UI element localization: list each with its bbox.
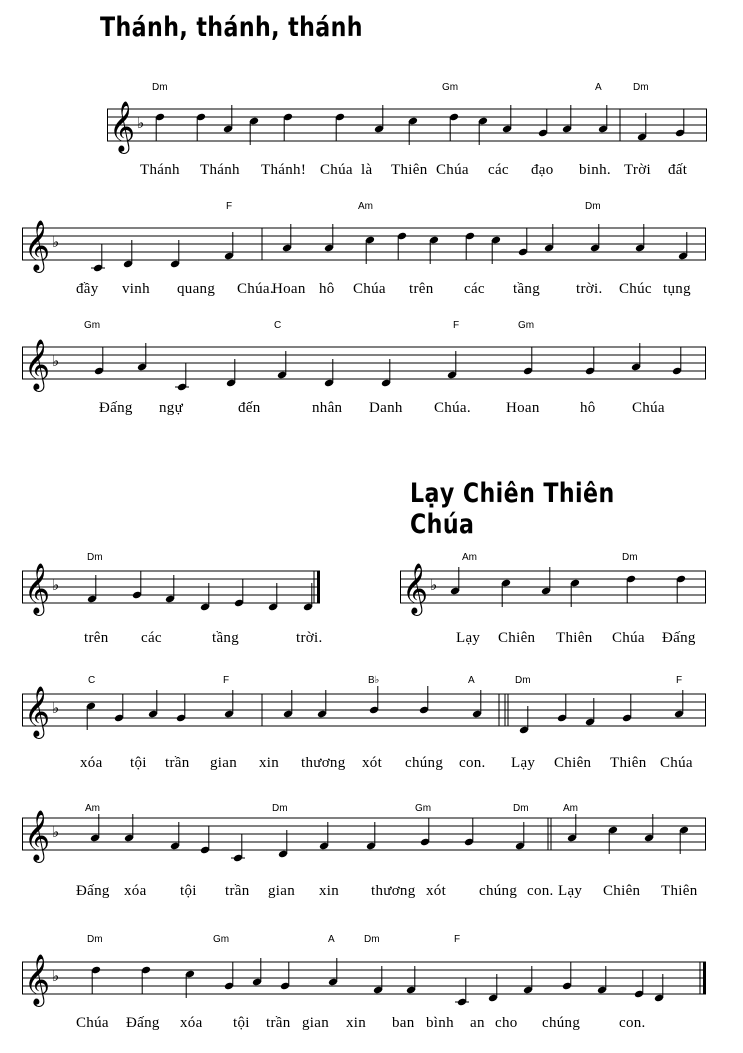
flat-key-signature-icon: ♭ [52, 352, 60, 370]
lyric-syllable: đầy [76, 281, 99, 297]
chord-symbol: C [274, 320, 282, 331]
lyric-syllable: trên [409, 281, 434, 297]
flat-key-signature-icon: ♭ [52, 967, 60, 985]
chord-symbol: Dm [515, 675, 531, 686]
lyric-syllable: Chúa. [237, 281, 274, 297]
treble-clef-icon: 𝄞 [402, 563, 429, 614]
lyric-syllable: Chiên [498, 630, 536, 646]
lyric-syllable: trần [266, 1015, 291, 1031]
lyric-syllable: con. [619, 1015, 646, 1031]
chord-symbol: A [328, 934, 335, 945]
lyric-syllable: Trời [624, 162, 651, 178]
lyric-syllable: Thiên [661, 883, 698, 899]
chord-symbol: A [595, 82, 602, 93]
lyric-syllable: xóa [124, 883, 147, 899]
staff-system-2 [22, 204, 710, 284]
song-title-1: Thánh, thánh, thánh [100, 12, 363, 43]
chord-symbol: F [454, 934, 461, 945]
lyric-syllable: chúng [405, 755, 444, 771]
chord-symbol: Dm [364, 934, 380, 945]
lyric-syllable: xin [259, 755, 280, 771]
lyric-syllable: ngự [159, 400, 184, 416]
lyric-syllable: Hoan [272, 281, 306, 297]
chord-symbol: Gm [415, 803, 432, 814]
lyric-syllable: quang [177, 281, 216, 297]
lyric-syllable: đất [668, 162, 688, 178]
lyric-syllable: Thiên [391, 162, 428, 178]
chord-symbol: F [223, 675, 230, 686]
lyric-syllable: hô [580, 400, 596, 416]
treble-clef-icon: 𝄞 [24, 339, 51, 390]
lyric-syllable: ban [392, 1015, 415, 1031]
flat-key-signature-icon: ♭ [52, 233, 60, 251]
lyric-syllable: Chúa [612, 630, 645, 646]
lyric-syllable: vinh [122, 281, 150, 297]
lyric-syllable: xóa [180, 1015, 203, 1031]
lyric-syllable: tội [180, 883, 197, 899]
lyric-syllable: Chúa [76, 1015, 109, 1031]
lyric-syllable: chúng [479, 883, 518, 899]
chord-symbol: F [453, 320, 460, 331]
staff-system-1 [107, 85, 711, 165]
chord-symbol: Am [85, 803, 100, 814]
lyric-syllable: Lạy [456, 630, 481, 646]
treble-clef-icon: 𝄞 [24, 954, 51, 1005]
lyric-syllable: bình [426, 1015, 454, 1031]
chord-symbol: A [468, 675, 475, 686]
lyric-syllable: Chúa [353, 281, 386, 297]
lyric-syllable: đạo [531, 162, 554, 178]
chord-symbol: Dm [585, 201, 601, 212]
chord-symbol: Dm [513, 803, 529, 814]
chord-symbol: Dm [152, 82, 168, 93]
lyric-syllable: Chúa [436, 162, 469, 178]
lyric-syllable: Chúa [660, 755, 693, 771]
lyric-syllable: trời. [296, 630, 323, 646]
lyric-syllable: là [361, 162, 373, 178]
staff-system-8 [22, 938, 710, 1018]
lyric-syllable: Đấng [662, 630, 696, 646]
lyric-syllable: trời. [576, 281, 603, 297]
lyric-syllable: Danh [369, 400, 403, 416]
lyric-syllable: gian [268, 883, 296, 899]
treble-clef-icon: 𝄞 [24, 563, 51, 614]
final-barline [317, 571, 320, 603]
flat-key-signature-icon: ♭ [52, 823, 60, 841]
chord-symbol: C [88, 675, 96, 686]
lyric-syllable: Đấng [99, 400, 133, 416]
treble-clef-icon: 𝄞 [24, 220, 51, 271]
chord-symbol: Am [563, 803, 578, 814]
lyric-syllable: trên [84, 630, 109, 646]
lyric-syllable: trần [225, 883, 250, 899]
lyric-syllable: Chúc [619, 281, 652, 297]
chord-symbol: F [226, 201, 233, 212]
lyric-syllable: tầng [513, 281, 541, 297]
lyric-syllable: Lạy [558, 883, 583, 899]
staff-system-5 [400, 547, 710, 627]
flat-key-signature-icon: ♭ [137, 114, 145, 132]
lyric-syllable: con. [459, 755, 486, 771]
lyric-syllable: các [488, 162, 509, 178]
staff-system-7 [22, 794, 710, 874]
chord-symbol: Gm [213, 934, 230, 945]
lyric-syllable: Đấng [126, 1015, 160, 1031]
lyric-syllable: con. [527, 883, 554, 899]
lyric-syllable: tội [130, 755, 147, 771]
lyric-syllable: tụng [663, 281, 691, 297]
flat-key-signature-icon: ♭ [52, 576, 60, 594]
lyric-syllable: tội [233, 1015, 250, 1031]
chord-symbol: Am [462, 552, 477, 563]
flat-key-signature-icon: ♭ [52, 699, 60, 717]
lyric-syllable: xót [362, 755, 383, 771]
lyric-syllable: gian [210, 755, 238, 771]
lyric-syllable: Chúa [632, 400, 665, 416]
lyric-syllable: thương [371, 883, 416, 899]
chord-symbol: Gm [518, 320, 535, 331]
lyric-syllable: Hoan [506, 400, 540, 416]
treble-clef-icon: 𝄞 [24, 686, 51, 737]
final-barline [703, 962, 706, 994]
chord-symbol: Dm [633, 82, 649, 93]
lyric-syllable: Chiên [603, 883, 641, 899]
lyric-syllable: Thánh [200, 162, 240, 178]
lyric-syllable: các [464, 281, 485, 297]
lyric-syllable: thương [301, 755, 346, 771]
lyric-syllable: nhân [312, 400, 343, 416]
chord-symbol: Gm [442, 82, 459, 93]
lyric-syllable: Chiên [554, 755, 592, 771]
lyric-syllable: tầng [212, 630, 240, 646]
lyric-syllable: Lạy [511, 755, 536, 771]
lyric-syllable: xin [346, 1015, 367, 1031]
treble-clef-icon: 𝄞 [24, 810, 51, 861]
lyric-syllable: đến [238, 400, 261, 416]
lyric-syllable: Thánh! [261, 162, 307, 178]
staff-system-6 [22, 670, 710, 750]
chord-symbol: Dm [87, 934, 103, 945]
lyric-syllable: xót [426, 883, 447, 899]
lyric-syllable: Chúa. [434, 400, 471, 416]
lyric-syllable: các [141, 630, 162, 646]
lyric-syllable: xóa [80, 755, 103, 771]
lyric-syllable: chúng [542, 1015, 581, 1031]
lyric-syllable: Thánh [140, 162, 180, 178]
lyric-syllable: gian [302, 1015, 330, 1031]
song-title-2: Lạy Chiên Thiên Chúa [410, 478, 615, 540]
lyric-syllable: Thiên [556, 630, 593, 646]
lyric-syllable: hô [319, 281, 335, 297]
lyric-syllable: an [470, 1015, 485, 1031]
lyric-syllable: Thiên [610, 755, 647, 771]
staff-system-3 [22, 323, 710, 403]
flat-key-signature-icon: ♭ [430, 576, 438, 594]
lyric-syllable: Đấng [76, 883, 110, 899]
staff-system-4 [22, 547, 324, 627]
lyric-syllable: cho [495, 1015, 518, 1031]
lyric-syllable: Chúa [320, 162, 353, 178]
chord-symbol: Dm [622, 552, 638, 563]
treble-clef-icon: 𝄞 [109, 101, 136, 152]
lyric-syllable: trần [165, 755, 190, 771]
chord-symbol: Dm [272, 803, 288, 814]
lyric-syllable: xin [319, 883, 340, 899]
chord-symbol: Gm [84, 320, 101, 331]
chord-symbol: Dm [87, 552, 103, 563]
chord-symbol: F [676, 675, 683, 686]
lyric-syllable: binh. [579, 162, 611, 178]
chord-symbol: Am [358, 201, 373, 212]
chord-symbol: B♭ [368, 675, 380, 686]
